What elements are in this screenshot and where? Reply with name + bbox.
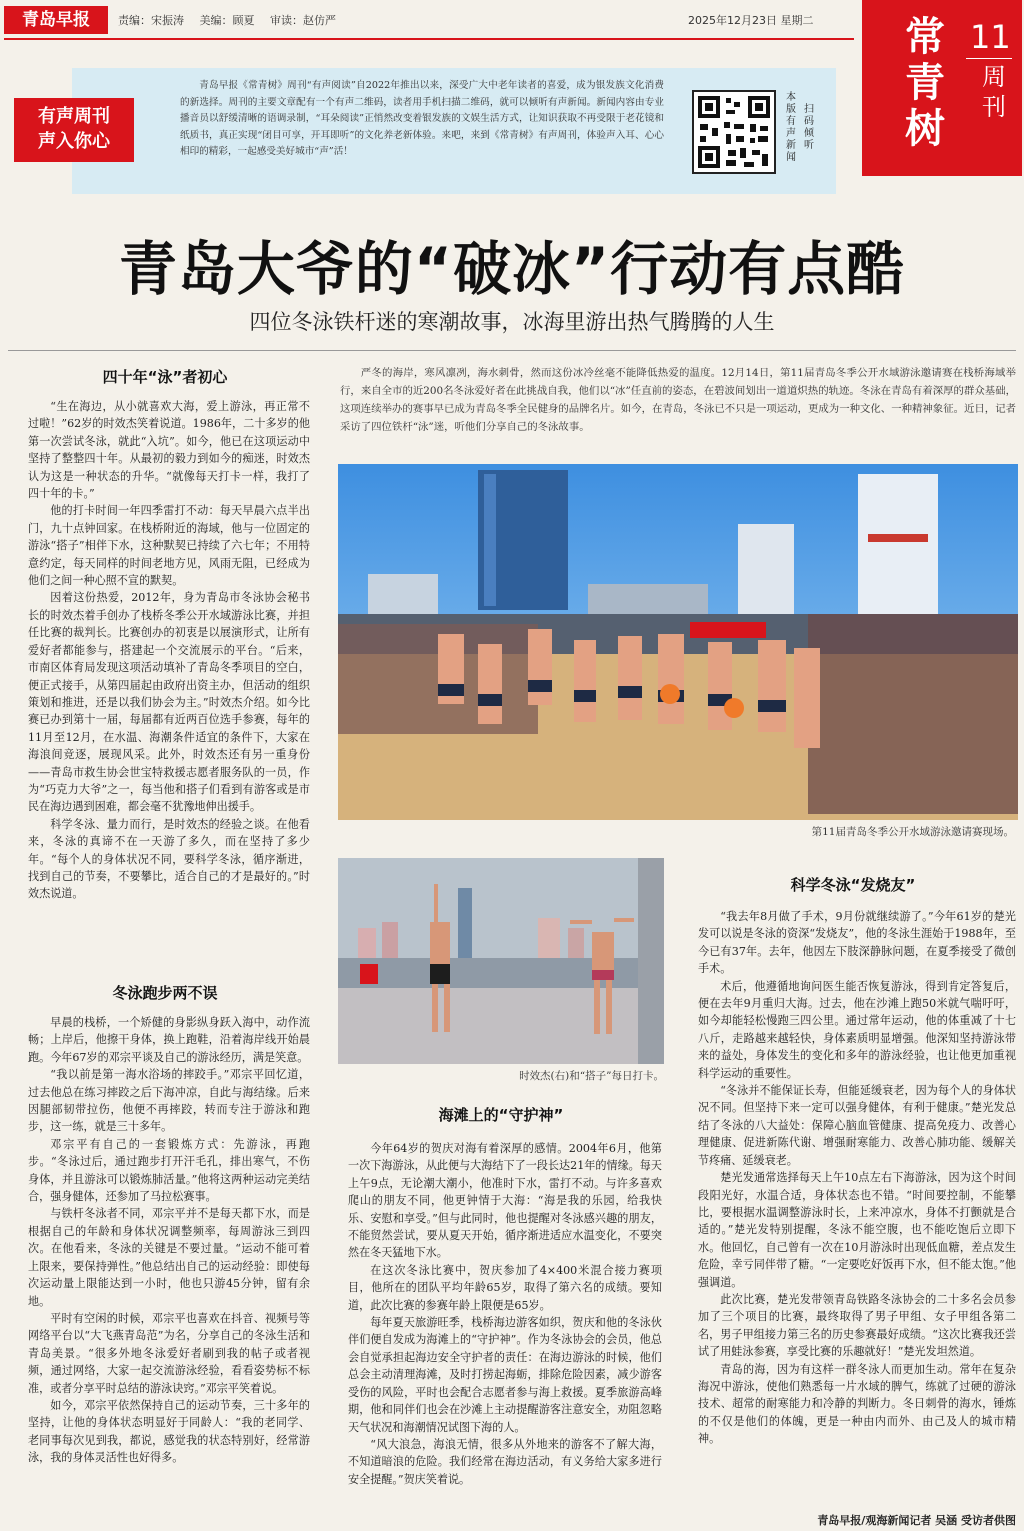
- newspaper-logo: 青岛早报: [4, 6, 108, 34]
- headline-rule: [8, 350, 1016, 351]
- section-title-2: 冬泳跑步两不误: [112, 984, 218, 1002]
- section-body-1: [28, 398, 310, 903]
- paragraph: “生在海边，从小就喜欢大海，爱上游泳，再正常不过啦！”62岁的时效杰笑着说道。1986年，二十多岁的他第一次尝试冬泳，就此“入坑”。如今，他已在这项运动中坚持了整整四十年。从最初的毅力到如今的痴迷，时效杰认为这是一种状态的升华。“就像每天打卡一样，我打了四十年的卡。”: [28, 400, 310, 501]
- section-title-3: 海滩上的“守护神”: [438, 1106, 564, 1124]
- flag-divider: [966, 58, 1012, 59]
- section-flag-title: 常青树: [905, 14, 945, 152]
- reporter-byline: 青岛早报/观海新闻记者 吴涵 受访者供图: [817, 1514, 1016, 1527]
- page-headline: 青岛大爷的“破冰”行动有点酷: [118, 235, 906, 303]
- qr-label-audio-news: 本版有声新闻: [786, 92, 796, 163]
- swimmers-photo-caption: 时效杰(右)和“搭子”每日打卡。: [519, 1070, 664, 1082]
- page-number: 11: [970, 18, 1011, 56]
- badge-line-1: 有声周刊: [38, 106, 110, 127]
- paragraph: 在这次冬泳比赛中，贺庆参加了4×400米混合接力赛项目，他所在的团队平均年龄65岁，取得了第六名的成绩。要知道，此次比赛的参赛年龄上限便是65岁。: [348, 1263, 662, 1312]
- paragraph: “冬泳并不能保证长寿，但能延缓衰老，因为每个人的身体状况不同。但坚持下来一定可以强身健体，有利于健康。”楚光发总结了冬泳的八大益处：保障心脑血管健康、提高免疫力、改善心理健康、促进新陈代谢、增强耐寒能力、改善心肺功能、缓解关节疼痛、延缓衰老。: [698, 1084, 1016, 1167]
- section-body-4: [698, 908, 1016, 1448]
- paragraph: 因着这份热爱，2012年，身为青岛市冬泳协会秘书长的时效杰着手创办了栈桥冬季公开水域游泳比赛，并担任比赛的裁判长。比赛创办的初衷是以展演形式，让所有爱好者都能参与，搭建起一个交流展示的平台。“后来，市南区体育局发现这项活动填补了青岛冬季项目的空白，便正式接手，从第四届起由政府出资主办，但活动的组织策划和推进，还是以我们协会为主。”时效杰介绍。如今比赛已办到第十一届，每届都有近两百位选手参赛，每年的11月至12月，在水温、海潮条件适宜的条件下，大家在海浪间竞逐，展现风采。此外，时效杰还有另一重身份——青岛市救生协会世宝特救援志愿者服务队的一员，作为“巧克力大爷”之一，每当他和搭子们看到有游客或是市民在海边遇到困难，都会毫不犹豫地伸出援手。: [28, 591, 310, 814]
- section-title-1: 四十年“泳”者初心: [102, 368, 228, 386]
- paragraph: 科学冬泳、量力而行，是时效杰的经验之谈。在他看来，冬泳的真谛不在一天游了多久，而在坚持了多少年。“每个人的身体状况不同，要科学冬泳，循序渐进，找到自己的节奏，不要攀比，适合自己的才是最好的。”时效杰说道。: [28, 817, 310, 901]
- paragraph: 今年64岁的贺庆对海有着深厚的感情。2004年6月，他第一次下海游泳，从此便与大海结下了一段长达21年的情缘。每天上午9点，无论潮大潮小，他准时下水，雷打不动。与许多喜欢爬山的朋友不同，他更钟情于大海：“海是我的乐园，给我快乐、安慰和享受。”但与此同时，他也提醒对冬泳感兴趣的朋友，不能贸然尝试，要从夏天开始，循序渐进适应水温变化，不要突然在冬天猛地下水。: [348, 1142, 662, 1260]
- designer-credit: 美编：顾夏: [199, 14, 255, 27]
- audio-badge: [14, 98, 134, 162]
- section-body-3: [348, 1140, 662, 1488]
- paragraph: 平时有空闲的时候，邓宗平也喜欢在抖音、视频号等网络平台以“大飞燕青岛范”为名，分享自己的冬泳生活和青岛美景。“很多外地冬泳爱好者刷到我的帖子或者视频，通过网络，大家一起交流游泳经验，看看姿势标不标准，或者分享平时总结的游泳诀窍。”邓宗平笑着说。: [28, 1311, 310, 1395]
- editor-credits: [118, 12, 348, 28]
- badge-line-2: 声入你心: [38, 131, 110, 152]
- paragraph: 早晨的栈桥，一个矫健的身影纵身跃入海中，动作流畅；上岸后，他擦干身体，换上跑鞋，沿着海岸线开始晨跑。今年67岁的邓宗平谈及自己的游泳经历，满是笑意。: [28, 1016, 310, 1064]
- header-rule: [4, 38, 854, 40]
- paragraph: 青岛的海，因为有这样一群冬泳人而更加生动。常年在复杂海况中游泳，使他们熟悉每一片水域的脾气，练就了过硬的游泳技术、超常的耐寒能力和冷静的判断力。冬日刺骨的海水，锤炼的不仅是他们的体魄，更是一种由内而外、由己及人的城市精神。: [698, 1362, 1016, 1446]
- swimmers-photo: [338, 858, 664, 1064]
- section-body-2: [28, 1014, 310, 1467]
- audio-intro-text: 青岛早报《常青树》周刊“有声阅读”自2022年推出以来，深受广大中老年读者的喜爱，成为银发族文化消费的新选择。周刊的主要文章配有一个有声二维码，读者用手机扫描二维码，就可以倾听有声新闻。新闻内容由专业播音员以舒缓清晰的语调录制，“耳朵阅读”正悄然改变着银发族的文娱生活方式，让知识获取不再受限于老花镜和纸质书，真正实现“闭目可享，开耳即听”的文化养老新体验。来吧，来到《常青树》有声周刊，体验声入耳、心心相印的精彩，一起感受美好城市“声”活！: [180, 80, 664, 157]
- page-subheadline: 四位冬泳铁杆迷的寒潮故事，冰海里游出热气腾腾的人生: [249, 310, 775, 334]
- paragraph: 如今，邓宗平依然保持自己的运动节奏，三十多年的坚持，让他的身体状态明显好于同龄人：“我的老同学、老同事每次见到我，都说，感觉我的状态特别好，经常游泳，我的身体灵活性也好得多。: [28, 1398, 310, 1465]
- lead-paragraph: [340, 364, 1016, 436]
- paragraph: 他的打卡时间一年四季雷打不动：每天早晨六点半出门，九十点钟回家。在栈桥附近的海域，他与一位固定的游泳“搭子”相伴下水，这种默契已持续了六七年；不用特意约定，每天同样的时间老地方见，风雨无阻，已经成为他们之间一种心照不宣的默契。: [28, 504, 310, 588]
- qr-label-scan: 扫码倾听: [804, 104, 814, 151]
- race-photo: [338, 464, 1018, 820]
- section-flag-subtitle: 周刊: [982, 63, 1006, 121]
- paragraph: “我去年8月做了手术，9月份就继续游了。”今年61岁的楚光发可以说是冬泳的资深“发烧友”，他的冬泳生涯始于1988年，至今已有37年。去年，他因左下肢深静脉问题，在夏季接受了微创手术。: [698, 910, 1016, 976]
- race-photo-image: [338, 464, 1018, 820]
- paragraph: 每年夏天旅游旺季，栈桥海边游客如织，贺庆和他的冬泳伙伴们便自发成为海滩上的“守护神”。作为冬泳协会的会员，他总会自觉承担起海边安全守护者的责任：在海边游泳的时候，他们总会主动清理海滩，及时打捞起海蛎，排除危险因素，减少游客受伤的风险，平时也会配合志愿者参与海上救援。夏季旅游高峰期，他和同伴们也会在沙滩上主动提醒游客注意安全，劝阻忽略天气状况和海潮情况试图下海的人。: [348, 1316, 662, 1434]
- issue-date: 2025年12月23日 星期二: [688, 14, 814, 27]
- paragraph: 此次比赛，楚光发带领青岛铁路冬泳协会的二十多名会员参加了三个项目的比赛，最终取得了男子甲组、女子甲组各第二名，男子甲组接力第三名的历史参赛最好成绩。“这次比赛我还尝试了用蛙泳参赛，享受比赛的乐趣就好！”楚光发坦然道。: [698, 1292, 1016, 1359]
- paragraph: 术后，他遵循地询问医生能否恢复游泳，得到肯定答复后，便在去年9月重归大海。过去，他在沙滩上跑50米就气喘吁吁，如今却能轻松慢跑三四公里。通过常年运动，他的体重减了十七八斤，走路越来越轻快，身体素质明显增强。他深知坚持游泳带来的益处，身体发生的变化和多年的游泳经验，也让他更加重视科学运动的重要性。: [698, 979, 1016, 1080]
- qr-code-icon[interactable]: [692, 90, 776, 174]
- race-photo-caption: 第11届青岛冬季公开水域游泳邀请赛现场。: [811, 826, 1014, 838]
- proofreader-credit: 审读：赵仿严: [270, 14, 336, 27]
- section-title-4: 科学冬泳“发烧友”: [790, 876, 916, 894]
- swimmers-photo-image: [338, 858, 664, 1064]
- paragraph: “风大浪急，海浪无情，很多从外地来的游客不了解大海，不知道暗浪的危险。我们经常在海边活动，有义务给大家多进行安全提醒。”贺庆笑着说。: [348, 1437, 662, 1486]
- editor-credit: 责编：宋振涛: [118, 14, 184, 27]
- lead-text: 严冬的海岸，寒风凛冽，海水刺骨，然而这份冰冷丝毫不能降低热爱的温度。12月14日，第11届青岛冬季公开水域游泳邀请赛在栈桥海域举行，来自全市的近200名冬泳爱好者在此挑战自我，他们以“冰”任直前的姿态，在碧波间划出一道道炽热的轨迹。冬泳在青岛有着深厚的群众基础，这项连续举办的赛事早已成为青岛冬季全民健身的品牌名片。如今，在青岛，冬泳已不只是一项运动，更成为一种文化、一种精神象征。近日，记者采访了四位铁杆“泳”迷，听他们分享自己的冬泳故事。: [340, 367, 1016, 433]
- paragraph: 邓宗平有自己的一套锻炼方式：先游泳，再跑步。“冬泳过后，通过跑步打开汗毛孔，排出寒气，不伤身体，并且游泳可以锻炼肺活量。”他将这两种运动完美结合，强身健体，还参加了马拉松赛事。: [28, 1137, 310, 1204]
- paragraph: 楚光发通常选择每天上午10点左右下海游泳，因为这个时间段阳光好，水温合适，身体状态也不错。“时间要控制，不能攀比，要根据水温调整游泳时长，上来冲凉水，身体不打颤就是合适的。”楚光发特别提醒，冬泳不能空腹，也不能吃饱后立即下水。他回忆，自己曾有一次在10月游泳时出现低血糖，差点发生危险，幸亏同伴带了糖。“一定要吃好饭再下水，但不能太饱。”他强调道。: [698, 1171, 1016, 1289]
- paragraph: 与铁杆冬泳者不同，邓宗平并不是每天都下水，而是根据自己的年龄和身体状况调整频率，每周游泳三到四次。在他看来，冬泳的关键是不要过量。“运动不能可着上限来，要保持弹性。”他总结出自己的运动经验：即使每次运动量上限能达到一小时，他也只游45分钟，留有余地。: [28, 1207, 310, 1308]
- qr-code-graphic: [694, 92, 774, 172]
- paragraph: “我以前是第一海水浴场的摔跤手。”邓宗平回忆道，过去他总在练习摔跤之后下海冲凉，自此与海结缘。后来因腿部韧带拉伤，他便不再摔跤，转而专注于游泳和跑步，这一练，就是三十多年。: [28, 1068, 310, 1134]
